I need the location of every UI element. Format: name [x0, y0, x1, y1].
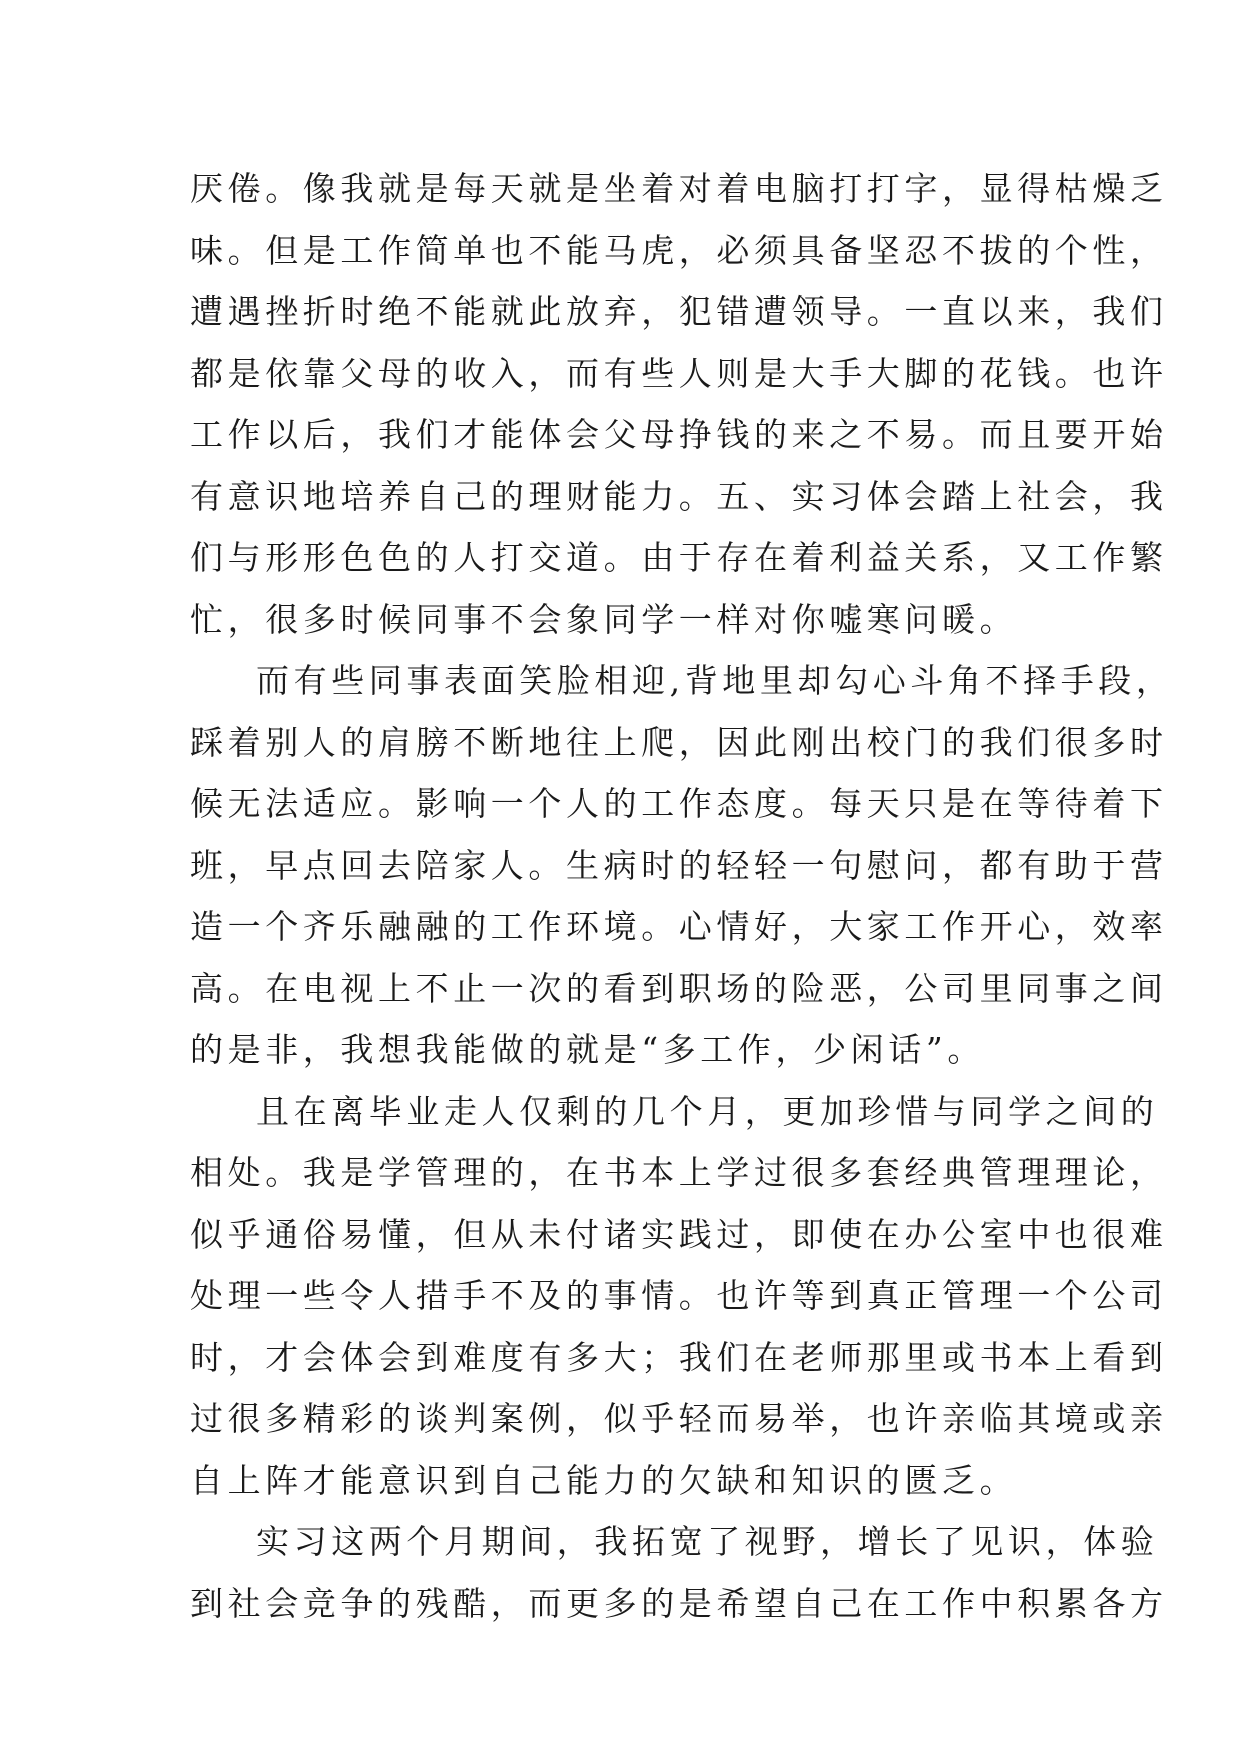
text-line: 到社会竞争的残酷，而更多的是希望自己在工作中积累各方	[190, 1583, 1168, 1623]
document-body	[190, 158, 1174, 1634]
paragraph-2	[190, 650, 1174, 1081]
text-line: 们与形形色色的人打交道。由于存在着利益关系，又工作繁	[190, 538, 1168, 577]
text-line: 班，早点回去陪家人。生病时的轻轻一句慰问，都有助于营	[190, 845, 1168, 885]
text-line: 候无法适应。影响一个人的工作态度。每天只是在等待着下	[190, 784, 1168, 823]
text-line: 相处。我是学管理的，在书本上学过很多套经典管理理论，	[190, 1153, 1168, 1192]
text-line: 忙，很多时候同事不会象同学一样对你嘘寒问暖。	[190, 599, 1018, 639]
text-line: 似乎通俗易懂，但从未付诸实践过，即使在办公室中也很难	[190, 1214, 1168, 1254]
text-line-indented: 实习这两个月期间，我拓宽了视野，增长了见识，体验	[256, 1522, 1159, 1561]
text-line: 自上阵才能意识到自己能力的欠缺和知识的匮乏。	[190, 1460, 1018, 1500]
text-line: 高。在电视上不止一次的看到职场的险恶，公司里同事之间	[190, 968, 1168, 1008]
text-line: 时，才会体会到难度有多大；我们在老师那里或书本上看到	[190, 1337, 1168, 1377]
text-line: 踩着别人的肩膀不断地往上爬，因此刚出校门的我们很多时	[190, 722, 1168, 762]
text-line: 遭遇挫折时绝不能就此放弃，犯错遭领导。一直以来，我们	[190, 292, 1168, 331]
paragraph-4	[190, 1511, 1168, 1634]
paragraph-1	[190, 158, 1168, 650]
text-line: 厌倦。像我就是每天就是坐着对着电脑打打字，显得枯燥乏	[190, 169, 1168, 208]
text-line: 的是非，我想我能做的就是“多工作，少闲话”。	[190, 1030, 985, 1069]
text-line: 造一个齐乐融融的工作环境。心情好，大家工作开心，效率	[190, 907, 1168, 946]
text-line: 处理一些令人措手不及的事情。也许等到真正管理一个公司	[190, 1276, 1168, 1315]
text-line: 工作以后，我们才能体会父母挣钱的来之不易。而且要开始	[190, 415, 1168, 454]
paragraph-3	[190, 1081, 1168, 1512]
text-line: 味。但是工作简单也不能马虎，必须具备坚忍不拔的个性，	[190, 230, 1168, 270]
text-line: 过很多精彩的谈判案例，似乎轻而易举，也许亲临其境或亲	[190, 1399, 1168, 1438]
text-line: 有意识地培养自己的理财能力。五、实习体会踏上社会，我	[190, 476, 1168, 516]
text-line-indented: 且在离毕业走人仅剩的几个月，更加珍惜与同学之间的	[256, 1091, 1159, 1131]
text-line-indented: 而有些同事表面笑脸相迎,背地里却勾心斗角不择手段，	[256, 661, 1174, 700]
text-line: 都是依靠父母的收入，而有些人则是大手大脚的花钱。也许	[190, 353, 1168, 393]
